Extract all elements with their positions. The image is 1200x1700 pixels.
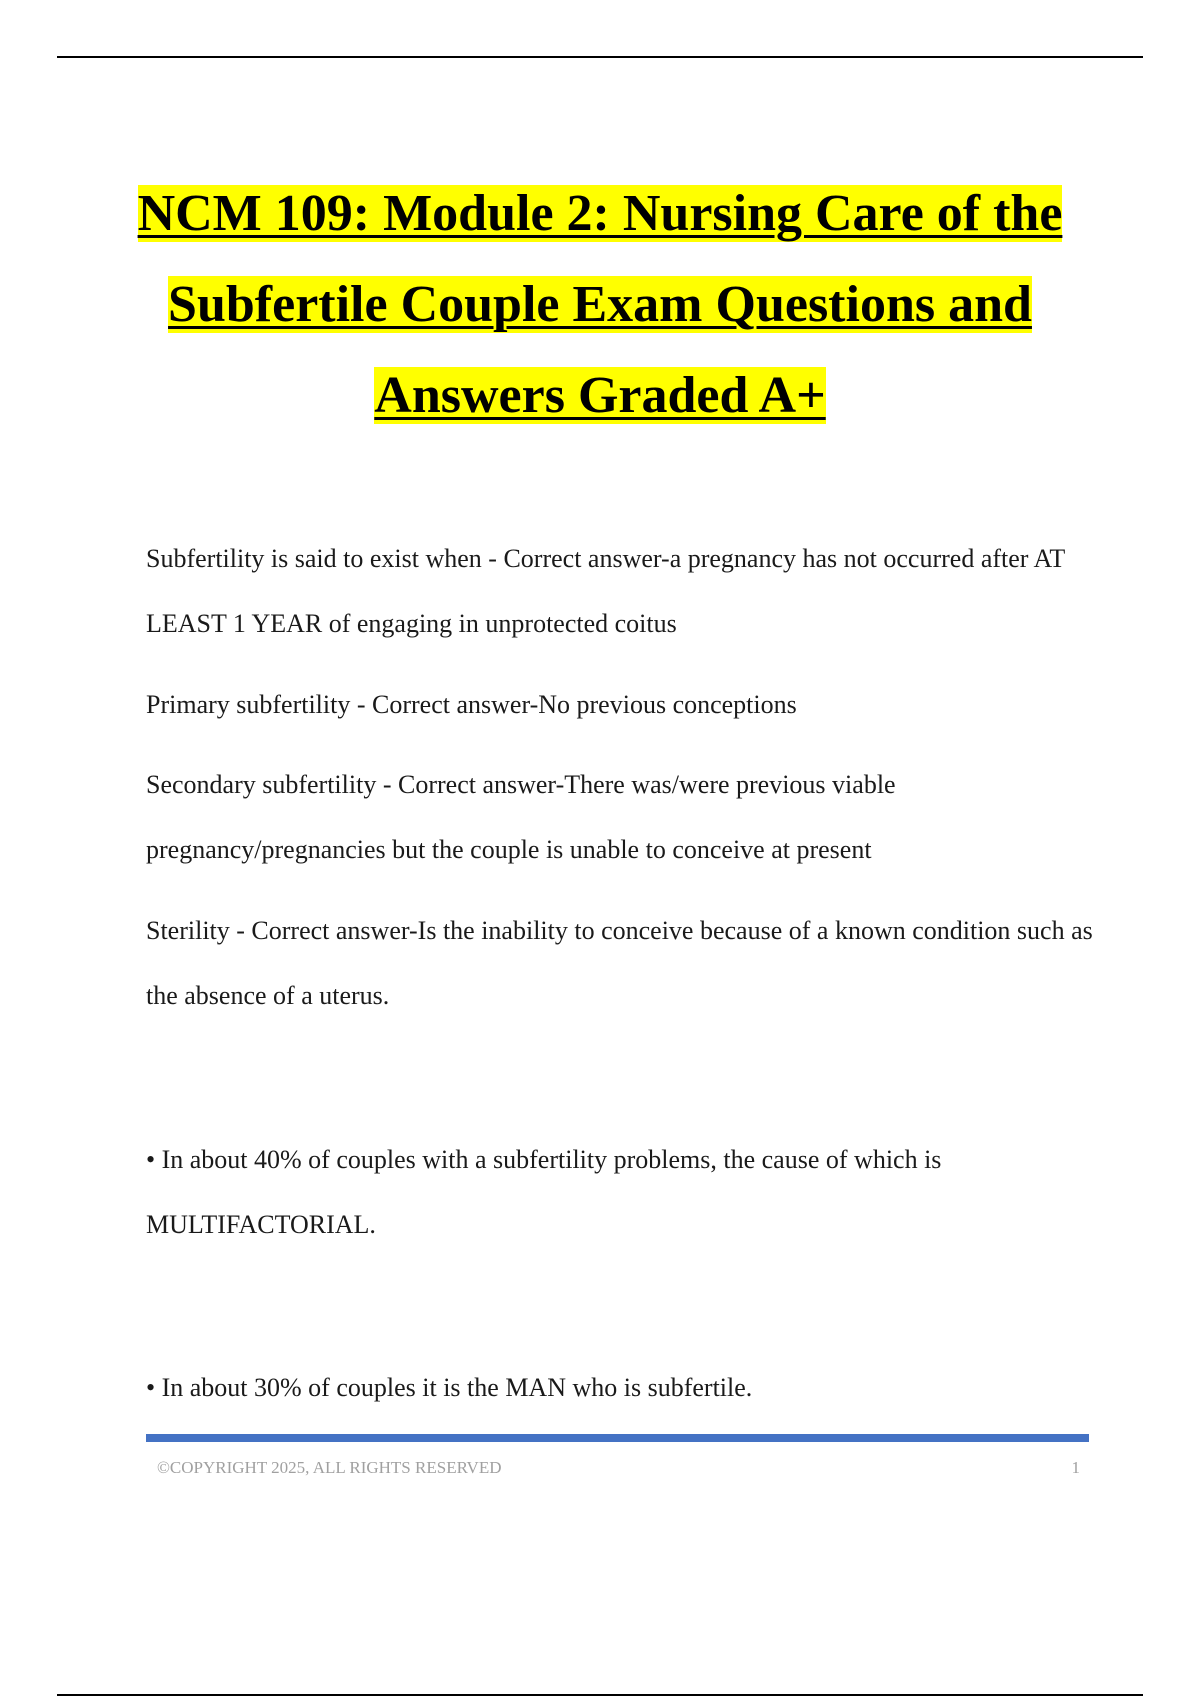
- top-divider: [57, 56, 1143, 58]
- copyright-notice: ©COPYRIGHT 2025, ALL RIGHTS RESERVED: [157, 1458, 502, 1477]
- qa-primary-subfertility: Primary subfertility - Correct answer-No previous conceptions: [146, 690, 797, 719]
- bullet-multifactorial: • In about 40% of couples with a subfertility problems, the cause of which is MULTIFACTORIAL.: [146, 1145, 942, 1239]
- bullet-male-subfertile: • In about 30% of couples it is the MAN who is subfertile.: [146, 1373, 753, 1402]
- qa-sterility: Sterility - Correct answer-Is the inability to conceive because of a known condition such as the absence of a uterus.: [146, 916, 1093, 1010]
- title-line-2: Subfertile Couple Exam Questions and: [168, 276, 1032, 333]
- page-number: 1: [1071, 1458, 1080, 1477]
- title-line-3: Answers Graded A+: [374, 367, 826, 424]
- qa-subfertility-definition: Subfertility is said to exist when - Correct answer-a pregnancy has not occurred after AT LEAST 1 YEAR of engaging in unprotected coitus: [146, 544, 1065, 638]
- qa-secondary-subfertility: Secondary subfertility - Correct answer-There was/were previous viable pregnancy/pregnancies but the couple is unable to conceive at present: [146, 770, 896, 864]
- footer-divider-bar: [146, 1434, 1089, 1442]
- document-title: [100, 168, 1100, 441]
- bottom-divider: [57, 1694, 1143, 1696]
- title-line-1: NCM 109: Module 2: Nursing Care of the: [137, 185, 1063, 242]
